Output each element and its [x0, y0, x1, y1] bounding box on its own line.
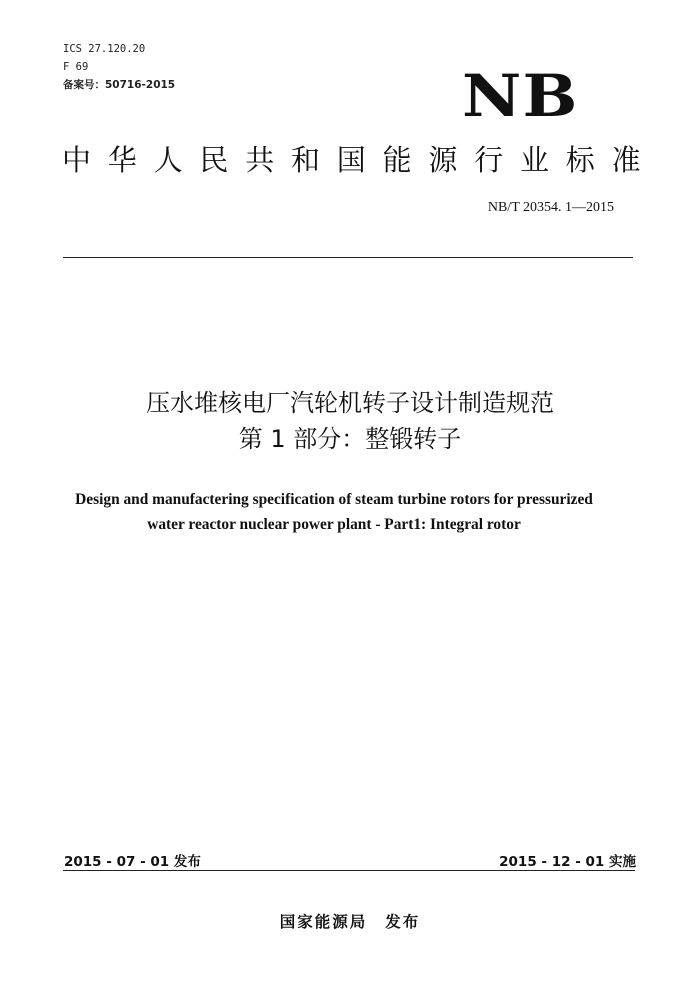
implementation-date: 2015 - 12 - 01 实施 [499, 854, 636, 870]
issue-date: 2015 - 07 - 01 发布 [64, 854, 201, 870]
standard-code: NB/T 20354. 1—2015 [487, 200, 614, 215]
nb-logo: NB [462, 62, 579, 130]
chinese-title-line-2: 第 1 部分：整锻转子 [238, 425, 462, 453]
ics-code: ICS 27.120.20 [63, 43, 146, 55]
record-number: 备案号：50716-2015 [63, 79, 176, 91]
footer-divider [63, 870, 635, 871]
publisher-name: 国家能源局 [279, 913, 368, 931]
english-title-line-2: water reactor nuclear power plant - Part1: Integral rotor [147, 516, 521, 533]
publisher-line [0, 910, 700, 932]
classification-block [63, 40, 175, 94]
english-title-line-1: Design and manufactering specification of steam turbine rotors for pressurized [75, 491, 593, 508]
header-divider [63, 257, 633, 258]
standard-category-title: 中华人民共和国能源行业标准 [62, 143, 658, 177]
chinese-title-line-1: 压水堆核电厂汽轮机转子设计制造规范 [146, 389, 554, 417]
classification-code: F 69 [63, 61, 89, 73]
english-title [0, 487, 668, 537]
chinese-title [0, 385, 700, 457]
publisher-action: 发布 [385, 913, 421, 931]
